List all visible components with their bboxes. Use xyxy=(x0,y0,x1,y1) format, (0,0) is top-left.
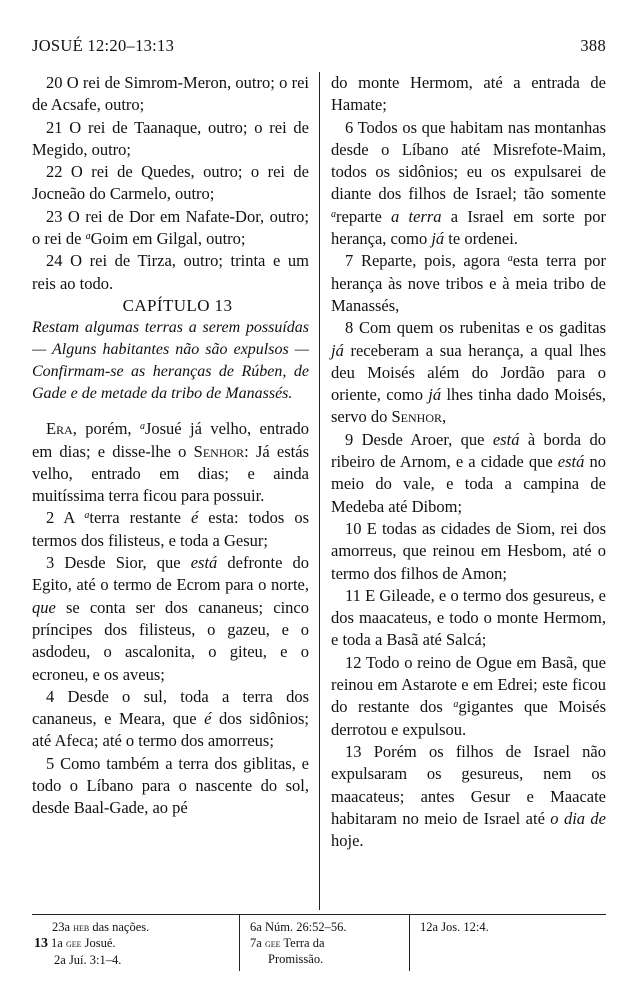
column-divider xyxy=(319,72,320,910)
verse-13-5-continued: do monte Hermom, até a entrada de Hamate; xyxy=(331,73,606,115)
running-title: JOSUÉ 12:20–13:13 xyxy=(32,36,175,55)
verse-13-5: 5 Como também a terra dos giblitas, e todo o Líbano para o nascente do sol, desde Baal-Gade, ao pé xyxy=(32,753,309,818)
verse-13-12 xyxy=(331,652,606,741)
footnote-ref: 2a xyxy=(54,953,66,967)
verse-12-23 xyxy=(32,206,309,251)
verse-text: esta: todos os termos dos filisteus, e toda a Gesur; xyxy=(32,508,309,550)
verse-text: 4 Desde o sul, toda a terra dos cananeus, e Meara, que xyxy=(32,686,309,729)
footnote-ref: 1a xyxy=(51,936,63,950)
italic-word: a terra xyxy=(391,206,442,226)
verse-text: a Israel em sorte por herança, como xyxy=(331,206,606,249)
footnote-text: Josué. xyxy=(81,936,116,950)
verse-13-13 xyxy=(331,741,606,852)
footnote-text: Juí. 3:1–4. xyxy=(65,953,122,967)
footnote-entry[interactable] xyxy=(420,919,570,935)
verse-12-20: 20 O rei de Simrom-Meron, outro; o rei de Acsafe, outro; xyxy=(32,73,309,115)
verse-text: 6 Todos os que habitam nas montanhas desde o Líbano até Misrefote-Maim, todos os sidônios; eu os expulsarei de diante dos filhos de Israel; tão somente xyxy=(331,117,606,204)
verse-text: , porém, xyxy=(72,419,140,439)
verse-text: à borda do ribeiro de Arnom, e a cidade que xyxy=(331,429,606,472)
footnotes xyxy=(32,914,606,967)
verse-13-9 xyxy=(331,429,606,518)
verse-text: 8 Com quem os rubenitas e os gaditas xyxy=(345,318,606,338)
footnote-tag: heb xyxy=(73,920,90,934)
verse-text: , xyxy=(442,407,447,427)
verse-text: reparte xyxy=(336,206,392,226)
italic-word: está xyxy=(190,553,218,573)
italic-word: está xyxy=(492,429,520,449)
verse-13-10: 10 E todas as cidades de Siom, rei dos amorreus, que reinou em Hesbom, até o termo dos filhos de Amon; xyxy=(331,518,606,583)
verse-lead-word: Era xyxy=(46,419,73,439)
verse-12-24: 24 O rei de Tirza, outro; trinta e um reis ao todo. xyxy=(32,251,309,293)
verse-text: hoje. xyxy=(331,831,364,851)
lord-small-caps: Senhor xyxy=(193,441,245,461)
footnote-divider xyxy=(409,915,410,971)
footnote-tag: gee xyxy=(65,936,82,950)
verse-13-4 xyxy=(32,686,309,753)
footnote-marker[interactable]: a xyxy=(331,208,336,220)
footnote-text: Núm. 26:52–56. xyxy=(261,920,347,934)
verse-text: te ordenei. xyxy=(444,229,518,249)
footnote-ref: 23a xyxy=(52,920,71,934)
verse-text: 2 A xyxy=(46,508,85,528)
verse-text: 13 Porém os filhos de Israel não expulsaram os gesureus, nem os maacateus; antes Gesur e Maacate habitaram no meio de Israel até xyxy=(331,741,606,828)
italic-word: já xyxy=(331,340,344,360)
verse-text: esta terra por herança às nove tribos e à meia tribo de Manassés, xyxy=(331,251,606,315)
italic-word: já xyxy=(431,229,445,249)
verse-text: receberam a sua herança, a qual lhes deu Moisés além do Jordão para o oriente, como xyxy=(331,340,606,405)
footnote-marker[interactable]: a xyxy=(84,510,90,522)
footnote-marker[interactable]: a xyxy=(85,231,91,243)
italic-word: está xyxy=(557,452,585,472)
verse-text: 9 Desde Aroer, que xyxy=(345,429,493,449)
footnote-entry[interactable] xyxy=(34,952,254,968)
footnote-entry[interactable] xyxy=(250,919,400,935)
verse-text: Josué já velho, entrado em dias; e disse-lhe o xyxy=(32,419,309,461)
italic-word: é xyxy=(190,508,199,528)
verse-text: 12 Todo o reino de Ogue em Basã, que reinou em Astarote e em Edrei; este ficou do restante dos xyxy=(331,652,606,717)
verse-text: defronte do Egito, até o termo de Ecrom para o norte, xyxy=(32,553,309,595)
italic-word: que xyxy=(32,597,56,617)
footnote-entry[interactable] xyxy=(250,935,400,951)
footnote-entry[interactable] xyxy=(34,919,254,935)
verse-text: terra restante xyxy=(89,508,191,528)
page-header xyxy=(32,36,606,58)
verse-text: 3 Desde Sior, que xyxy=(46,553,191,573)
verse-13-7 xyxy=(331,250,606,317)
footnote-chapter: 13 xyxy=(34,936,48,951)
footnote-entry[interactable] xyxy=(34,935,254,952)
italic-word: o dia de xyxy=(550,808,606,828)
footnote-column-1 xyxy=(34,919,254,968)
italic-word: já xyxy=(428,385,442,405)
footnote-text: Terra da xyxy=(280,936,325,950)
verse-13-3 xyxy=(32,552,309,686)
verse-12-22: 22 O rei de Quedes, outro; o rei de Jocneão do Carmelo, outro; xyxy=(32,162,309,204)
right-column xyxy=(331,72,606,852)
page-number: 388 xyxy=(580,36,606,55)
verse-text: dos sidônios; até Afeca; até o termo dos amorreus; xyxy=(32,709,309,751)
footnote-column-2 xyxy=(250,919,400,967)
verse-text: lhes tinha dado Moisés, servo do xyxy=(331,385,606,427)
verse-13-2 xyxy=(32,507,309,552)
verse-13-8 xyxy=(331,317,606,428)
verse-12-21: 21 O rei de Taanaque, outro; o rei de Megido, outro; xyxy=(32,117,309,159)
footnote-text: das nações. xyxy=(89,920,150,934)
chapter-summary: Restam algumas terras a serem possuídas — Alguns habitantes não são expulsos — Confirmam-se as heranças de Rúben, de Gade e de metade da tribo de Manassés. xyxy=(32,319,309,403)
verse-text: : Já estás velho, entrado em dias; e ainda muitíssima terra ficou para possuir. xyxy=(32,441,309,506)
verse-text: se conta ser dos cananeus; cinco príncipes dos filisteus, o gazeu, e o asdodeu, o ascalonita, o giteu, e o ecroneu, e os aveus; xyxy=(32,597,309,684)
verse-text: 23 O rei de Dor em Nafate-Dor, outro; o rei de xyxy=(32,206,309,249)
verse-text: Goim em Gilgal, outro; xyxy=(90,229,246,249)
footnote-column-3 xyxy=(420,919,570,935)
verse-13-1 xyxy=(32,418,309,507)
verse-13-11: 11 E Gileade, e o termo dos gesureus, e dos maacateus, e todo o monte Hermom, e toda a Basã até Salcá; xyxy=(331,585,606,650)
footnote-text: Jos. 12:4. xyxy=(438,920,489,934)
footnote-ref: 7a xyxy=(250,936,262,950)
footnote-marker[interactable]: a xyxy=(453,699,459,711)
footnote-ref: 6a xyxy=(250,920,262,934)
verse-text: gigantes que Moisés derrotou e expulsou. xyxy=(331,697,606,739)
footnote-marker[interactable]: a xyxy=(507,253,513,265)
footnote-tag: gee xyxy=(264,936,281,950)
chapter-heading: CAPÍTULO 13 xyxy=(122,295,233,315)
footnote-continuation: Promissão. xyxy=(268,952,324,966)
italic-word: é xyxy=(204,709,212,729)
verse-text: 7 Reparte, pois, agora xyxy=(345,251,508,271)
footnote-marker[interactable]: a xyxy=(139,421,145,433)
verse-text: no meio do vale, e toda a campina de Medeba até Dibom; xyxy=(331,452,606,516)
lord-small-caps: Senhor xyxy=(391,407,443,427)
verse-13-6 xyxy=(331,117,606,251)
left-column xyxy=(32,72,309,820)
footnote-ref: 12a xyxy=(420,920,439,934)
